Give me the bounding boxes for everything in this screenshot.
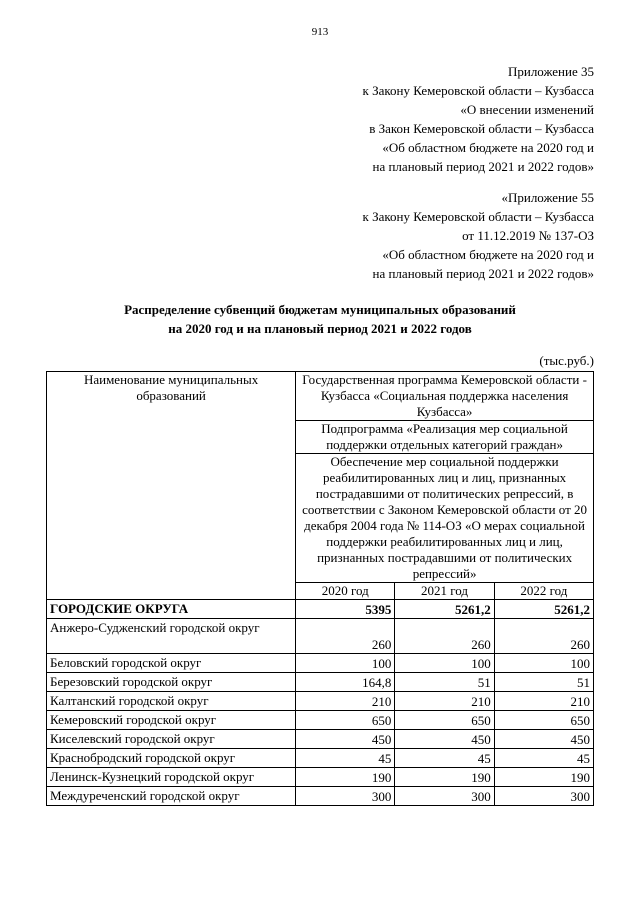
appendix-line: «Об областном бюджете на 2020 год и: [382, 140, 594, 155]
appendix-line: «Приложение 55: [501, 190, 594, 205]
appendix-line: «О внесении изменений: [460, 102, 594, 117]
row-name: Калтанский городской округ: [47, 692, 296, 711]
row-name: Беловский городской округ: [47, 654, 296, 673]
row-name: Междуреченский городской округ: [47, 787, 296, 806]
year-2021-header: 2021 год: [395, 583, 494, 600]
value-2022: 45: [494, 749, 593, 768]
subprogram-header: Подпрограмма «Реализация мер социальной поддержки отдельных категорий граждан»: [296, 421, 594, 454]
unit-label: (тыс.руб.): [539, 353, 594, 368]
appendix-line: к Закону Кемеровской области – Кузбасса: [362, 209, 594, 224]
municipality-column-header: Наименование муниципальных образований: [47, 372, 296, 600]
subventions-table: [46, 371, 594, 806]
value-2022: 260: [494, 619, 593, 654]
value-2020: 450: [296, 730, 395, 749]
value-2021: 300: [395, 787, 494, 806]
value-2022: 100: [494, 654, 593, 673]
program-header: Государственная программа Кемеровской области - Кузбасса «Социальная поддержка населения Кузбасса»: [296, 372, 594, 421]
title-line: на 2020 год и на плановый период 2021 и 2022 годов: [168, 321, 472, 336]
document-title: [0, 300, 640, 338]
row-name: ГОРОДСКИЕ ОКРУГА: [47, 600, 296, 619]
value-2022: 5261,2: [494, 600, 593, 619]
value-2020: 164,8: [296, 673, 395, 692]
value-2021: 100: [395, 654, 494, 673]
value-2022: 210: [494, 692, 593, 711]
row-name: Кемеровский городской округ: [47, 711, 296, 730]
value-2021: 51: [395, 673, 494, 692]
value-2021: 450: [395, 730, 494, 749]
value-2022: 51: [494, 673, 593, 692]
table-row: [47, 730, 594, 749]
value-2022: 300: [494, 787, 593, 806]
row-name: Анжеро-Судженский городской округ: [47, 619, 296, 654]
appendix-35-heading: [363, 62, 595, 176]
appendix-55-heading: [363, 188, 595, 283]
row-name: Краснобродский городской округ: [47, 749, 296, 768]
measure-header: Обеспечение мер социальной поддержки реабилитированных лиц и лиц, признанных пострадавшими от политических репрессий, в соответствии с Законом Кемеровской области от 20 декабря 2004 года № 114-ОЗ «О мерах социальной поддержки реабилитированных лиц и лиц, признанных пострадавшими от политических репрессий»: [296, 454, 594, 583]
value-2020: 300: [296, 787, 395, 806]
value-2020: 260: [296, 619, 395, 654]
row-name: Киселевский городской округ: [47, 730, 296, 749]
value-2021: 650: [395, 711, 494, 730]
value-2020: 100: [296, 654, 395, 673]
table-row-total: [47, 600, 594, 619]
row-name: Березовский городской округ: [47, 673, 296, 692]
value-2021: 190: [395, 768, 494, 787]
appendix-line: к Закону Кемеровской области – Кузбасса: [362, 83, 594, 98]
row-name: Ленинск-Кузнецкий городской округ: [47, 768, 296, 787]
value-2020: 5395: [296, 600, 395, 619]
appendix-line: на плановый период 2021 и 2022 годов»: [372, 266, 594, 281]
table-row: [47, 673, 594, 692]
page-number: 913: [311, 26, 329, 38]
table-row: [47, 692, 594, 711]
appendix-line: на плановый период 2021 и 2022 годов»: [372, 159, 594, 174]
table-row: [47, 749, 594, 768]
table-row: [47, 787, 594, 806]
appendix-line: в Закон Кемеровской области – Кузбасса: [369, 121, 594, 136]
appendix-line: «Об областном бюджете на 2020 год и: [382, 247, 594, 262]
value-2021: 210: [395, 692, 494, 711]
value-2021: 5261,2: [395, 600, 494, 619]
table-row: [47, 619, 594, 654]
value-2020: 210: [296, 692, 395, 711]
appendix-line: Приложение 35: [507, 64, 594, 79]
table-row: [47, 654, 594, 673]
appendix-line: от 11.12.2019 № 137-ОЗ: [462, 228, 594, 243]
value-2022: 650: [494, 711, 593, 730]
year-2020-header: 2020 год: [296, 583, 395, 600]
value-2021: 260: [395, 619, 494, 654]
value-2020: 45: [296, 749, 395, 768]
table-row: [47, 711, 594, 730]
value-2020: 650: [296, 711, 395, 730]
value-2020: 190: [296, 768, 395, 787]
value-2021: 45: [395, 749, 494, 768]
title-line: Распределение субвенций бюджетам муниципальных образований: [124, 302, 516, 317]
value-2022: 450: [494, 730, 593, 749]
table-row: [47, 768, 594, 787]
year-2022-header: 2022 год: [494, 583, 593, 600]
value-2022: 190: [494, 768, 593, 787]
